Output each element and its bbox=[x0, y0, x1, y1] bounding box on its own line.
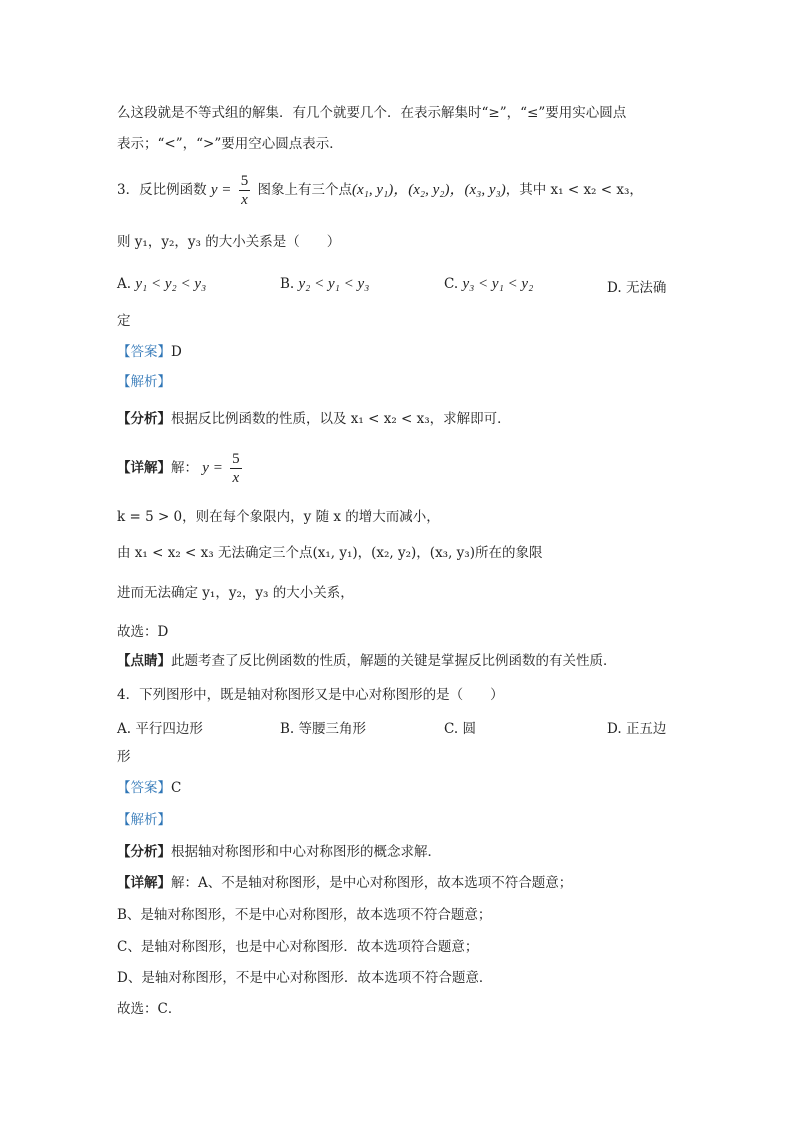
q3-fenxi bbox=[117, 410, 511, 428]
q4-option-a bbox=[117, 717, 203, 737]
fenxi-tag: 【分析】 bbox=[117, 844, 171, 860]
q3-xiangjie-line-2: 由 x₁ < x₂ < x₃ 无法确定三个点(x₁, y₁)，(x₂, y₂)，(x₃, y₃)所在的象限 bbox=[117, 545, 543, 561]
q4-option-c bbox=[444, 717, 476, 737]
option-label: A. bbox=[117, 721, 132, 737]
q4-xiangjie-line-4: D、是轴对称图形，不是中心对称图形．故本选项不符合题意． bbox=[117, 970, 493, 986]
option-label: D. bbox=[607, 721, 622, 737]
xiangjie-tag: 【详解】 bbox=[117, 460, 171, 476]
q3-stem-prefix: 3．反比例函数 bbox=[117, 182, 207, 198]
option-label: C. bbox=[444, 721, 459, 737]
fenxi-text: 根据轴对称图形和中心对称图形的概念求解． bbox=[171, 844, 441, 860]
fraction-denominator: x bbox=[232, 470, 240, 486]
analysis-tag: 【解析】 bbox=[117, 812, 171, 828]
q4-option-b bbox=[280, 717, 366, 737]
dianjing-text: 此题考查了反比例函数的性质，解题的关键是掌握反比例函数的有关性质． bbox=[171, 653, 617, 669]
q3-stem-condition: ，其中 x₁ < x₂ < x₃， bbox=[505, 182, 643, 198]
q3-answer bbox=[117, 343, 182, 361]
option-label: B. bbox=[280, 276, 295, 292]
q3-option-c bbox=[444, 276, 533, 293]
xiangjie-fraction bbox=[230, 450, 242, 487]
analysis-tag: 【解析】 bbox=[117, 374, 171, 390]
q4-option-d bbox=[607, 717, 666, 737]
fenxi-text: 根据反比例函数的性质，以及 x₁ < x₂ < x₃，求解即可． bbox=[171, 411, 511, 427]
q3-stem-line-2: 则 y₁，y₂，y₃ 的大小关系是（ ） bbox=[117, 234, 341, 250]
option-label: C. bbox=[444, 276, 459, 292]
option-label: B. bbox=[280, 721, 295, 737]
dianjing-tag: 【点睛】 bbox=[117, 653, 171, 669]
option-text: y₂ < y₁ < y₃ bbox=[298, 276, 370, 292]
q3-xiangjie-line-4: 故选：D bbox=[117, 624, 169, 640]
q4-answer bbox=[117, 779, 181, 797]
xiangjie-func-lhs: y = bbox=[202, 460, 223, 476]
q3-dianjing bbox=[117, 652, 617, 670]
answer-tag: 【答案】 bbox=[117, 780, 171, 796]
q3-analysis-tag bbox=[117, 373, 171, 391]
q4-stem: 4．下列图形中，既是轴对称图形又是中心对称图形的是（ ） bbox=[117, 687, 504, 703]
option-text: 无法确 bbox=[625, 280, 667, 296]
q3-option-b bbox=[280, 276, 369, 293]
intro-line-1: 么这段就是不等式组的解集．有几个就要几个．在表示解集时“≥”，“≤”要用实心圆点 bbox=[117, 105, 627, 121]
q4-xiangjie-line-5: 故选：C． bbox=[117, 1001, 182, 1017]
answer-value: D bbox=[171, 344, 182, 360]
fenxi-tag: 【分析】 bbox=[117, 411, 171, 427]
xiangjie-tag: 【详解】 bbox=[117, 875, 171, 891]
q3-func-lhs: y = bbox=[210, 182, 232, 198]
option-text: 圆 bbox=[462, 721, 476, 737]
q3-fraction-numerator: 5 bbox=[240, 173, 249, 189]
intro-line-2: 表示；“<”，“>”要用空心圆点表示． bbox=[117, 136, 343, 152]
q4-xiangjie bbox=[117, 874, 572, 892]
q3-option-d bbox=[607, 276, 666, 296]
option-text: y₃ < y₁ < y₂ bbox=[462, 276, 534, 292]
q4-fenxi bbox=[117, 843, 441, 861]
q3-fraction-denominator: x bbox=[241, 192, 248, 208]
q3-stem bbox=[117, 172, 643, 209]
option-text: 平行四边形 bbox=[135, 721, 203, 737]
q4-xiangjie-line-3: C、是轴对称图形，也是中心对称图形．故本选项符合题意； bbox=[117, 939, 479, 955]
q3-xiangjie-line-3: 进而无法确定 y₁，y₂，y₃ 的大小关系， bbox=[117, 585, 354, 601]
q4-option-d-wrap: 形 bbox=[117, 749, 131, 765]
option-text: 等腰三角形 bbox=[298, 721, 367, 737]
answer-value: C bbox=[171, 780, 182, 796]
option-text: y₁ < y₂ < y₃ bbox=[135, 276, 207, 292]
q3-points: (x₁, y₁)，(x₂, y₂)，(x₃, y₃) bbox=[352, 182, 506, 198]
option-label: A. bbox=[117, 276, 132, 292]
q3-stem-mid: 图象上有三个点 bbox=[257, 182, 353, 198]
option-text: 正五边 bbox=[625, 721, 667, 737]
answer-tag: 【答案】 bbox=[117, 344, 171, 360]
xiangjie-prefix: 解： bbox=[171, 460, 198, 476]
q3-option-a bbox=[117, 276, 206, 293]
q4-xiangjie-line-2: B、是轴对称图形，不是中心对称图形，故本选项不符合题意； bbox=[117, 907, 492, 923]
q3-fraction bbox=[239, 172, 251, 209]
q3-option-d-wrap: 定 bbox=[117, 313, 131, 329]
q3-xiangjie-line-1: k = 5 > 0，则在每个象限内，y 随 x 的增大而减小， bbox=[117, 509, 440, 525]
option-label: D. bbox=[607, 280, 622, 296]
q3-xiangjie bbox=[117, 450, 245, 487]
xiangjie-line-1: 解：A、不是轴对称图形，是中心对称图形，故本选项不符合题意； bbox=[171, 875, 573, 891]
fraction-numerator: 5 bbox=[232, 451, 240, 467]
q4-analysis-tag bbox=[117, 811, 171, 829]
